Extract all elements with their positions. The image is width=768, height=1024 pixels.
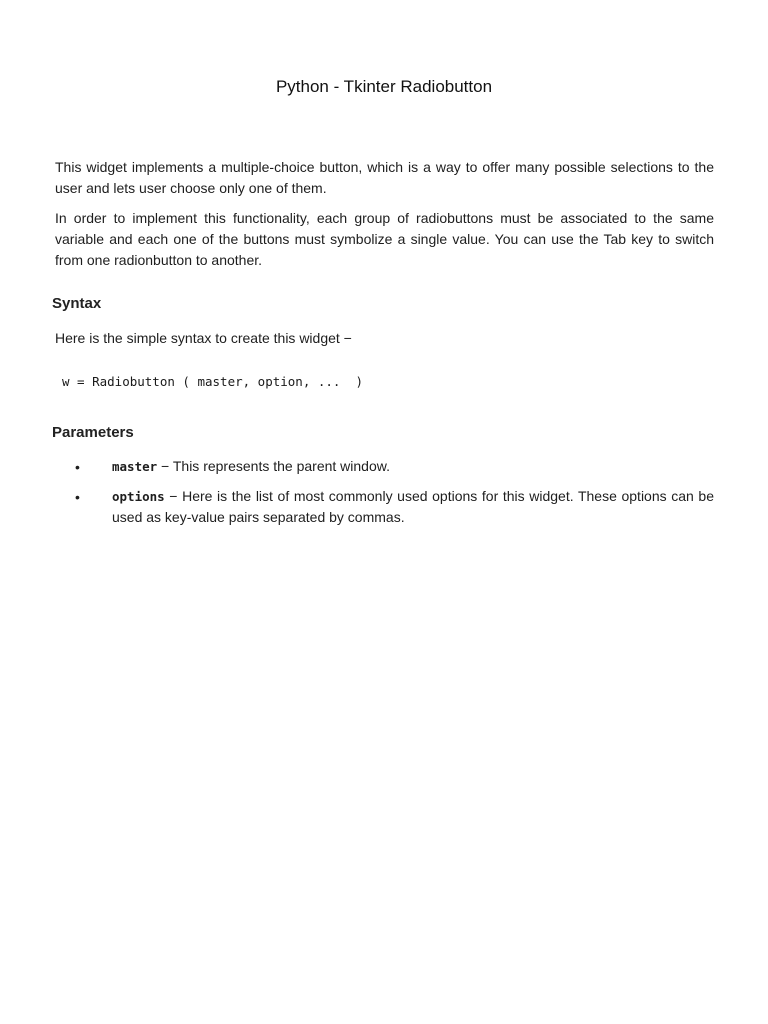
syntax-code-block: w = Radiobutton ( master, option, ... ): [62, 374, 364, 389]
parameters-heading: Parameters: [52, 424, 134, 441]
parameter-description: − This represents the parent window.: [157, 458, 390, 474]
bullet-icon: •: [75, 489, 80, 505]
syntax-intro: Here is the simple syntax to create this widget −: [55, 330, 352, 346]
bullet-icon: •: [75, 459, 80, 475]
functionality-paragraph: In order to implement this functionality, each group of radiobuttons must be associated to the same variable and each one of the buttons must symbolize a single value. You can use the Tab key to switch from one radionbutton to another.: [55, 210, 714, 268]
syntax-heading: Syntax: [52, 295, 102, 312]
intro-paragraph: This widget implements a multiple-choice button, which is a way to offer many possible selections to the user and lets user choose only one of them.: [55, 159, 714, 196]
parameter-item-master: [112, 456, 714, 477]
parameter-term: master: [112, 459, 158, 474]
parameter-term: options: [112, 489, 165, 504]
page-title: Python - Tkinter Radiobutton: [275, 77, 493, 96]
parameter-item-options: [112, 486, 714, 528]
parameter-description: − Here is the list of most commonly used options for this widget. These options can be used as key-value pairs separated by commas.: [112, 488, 714, 525]
